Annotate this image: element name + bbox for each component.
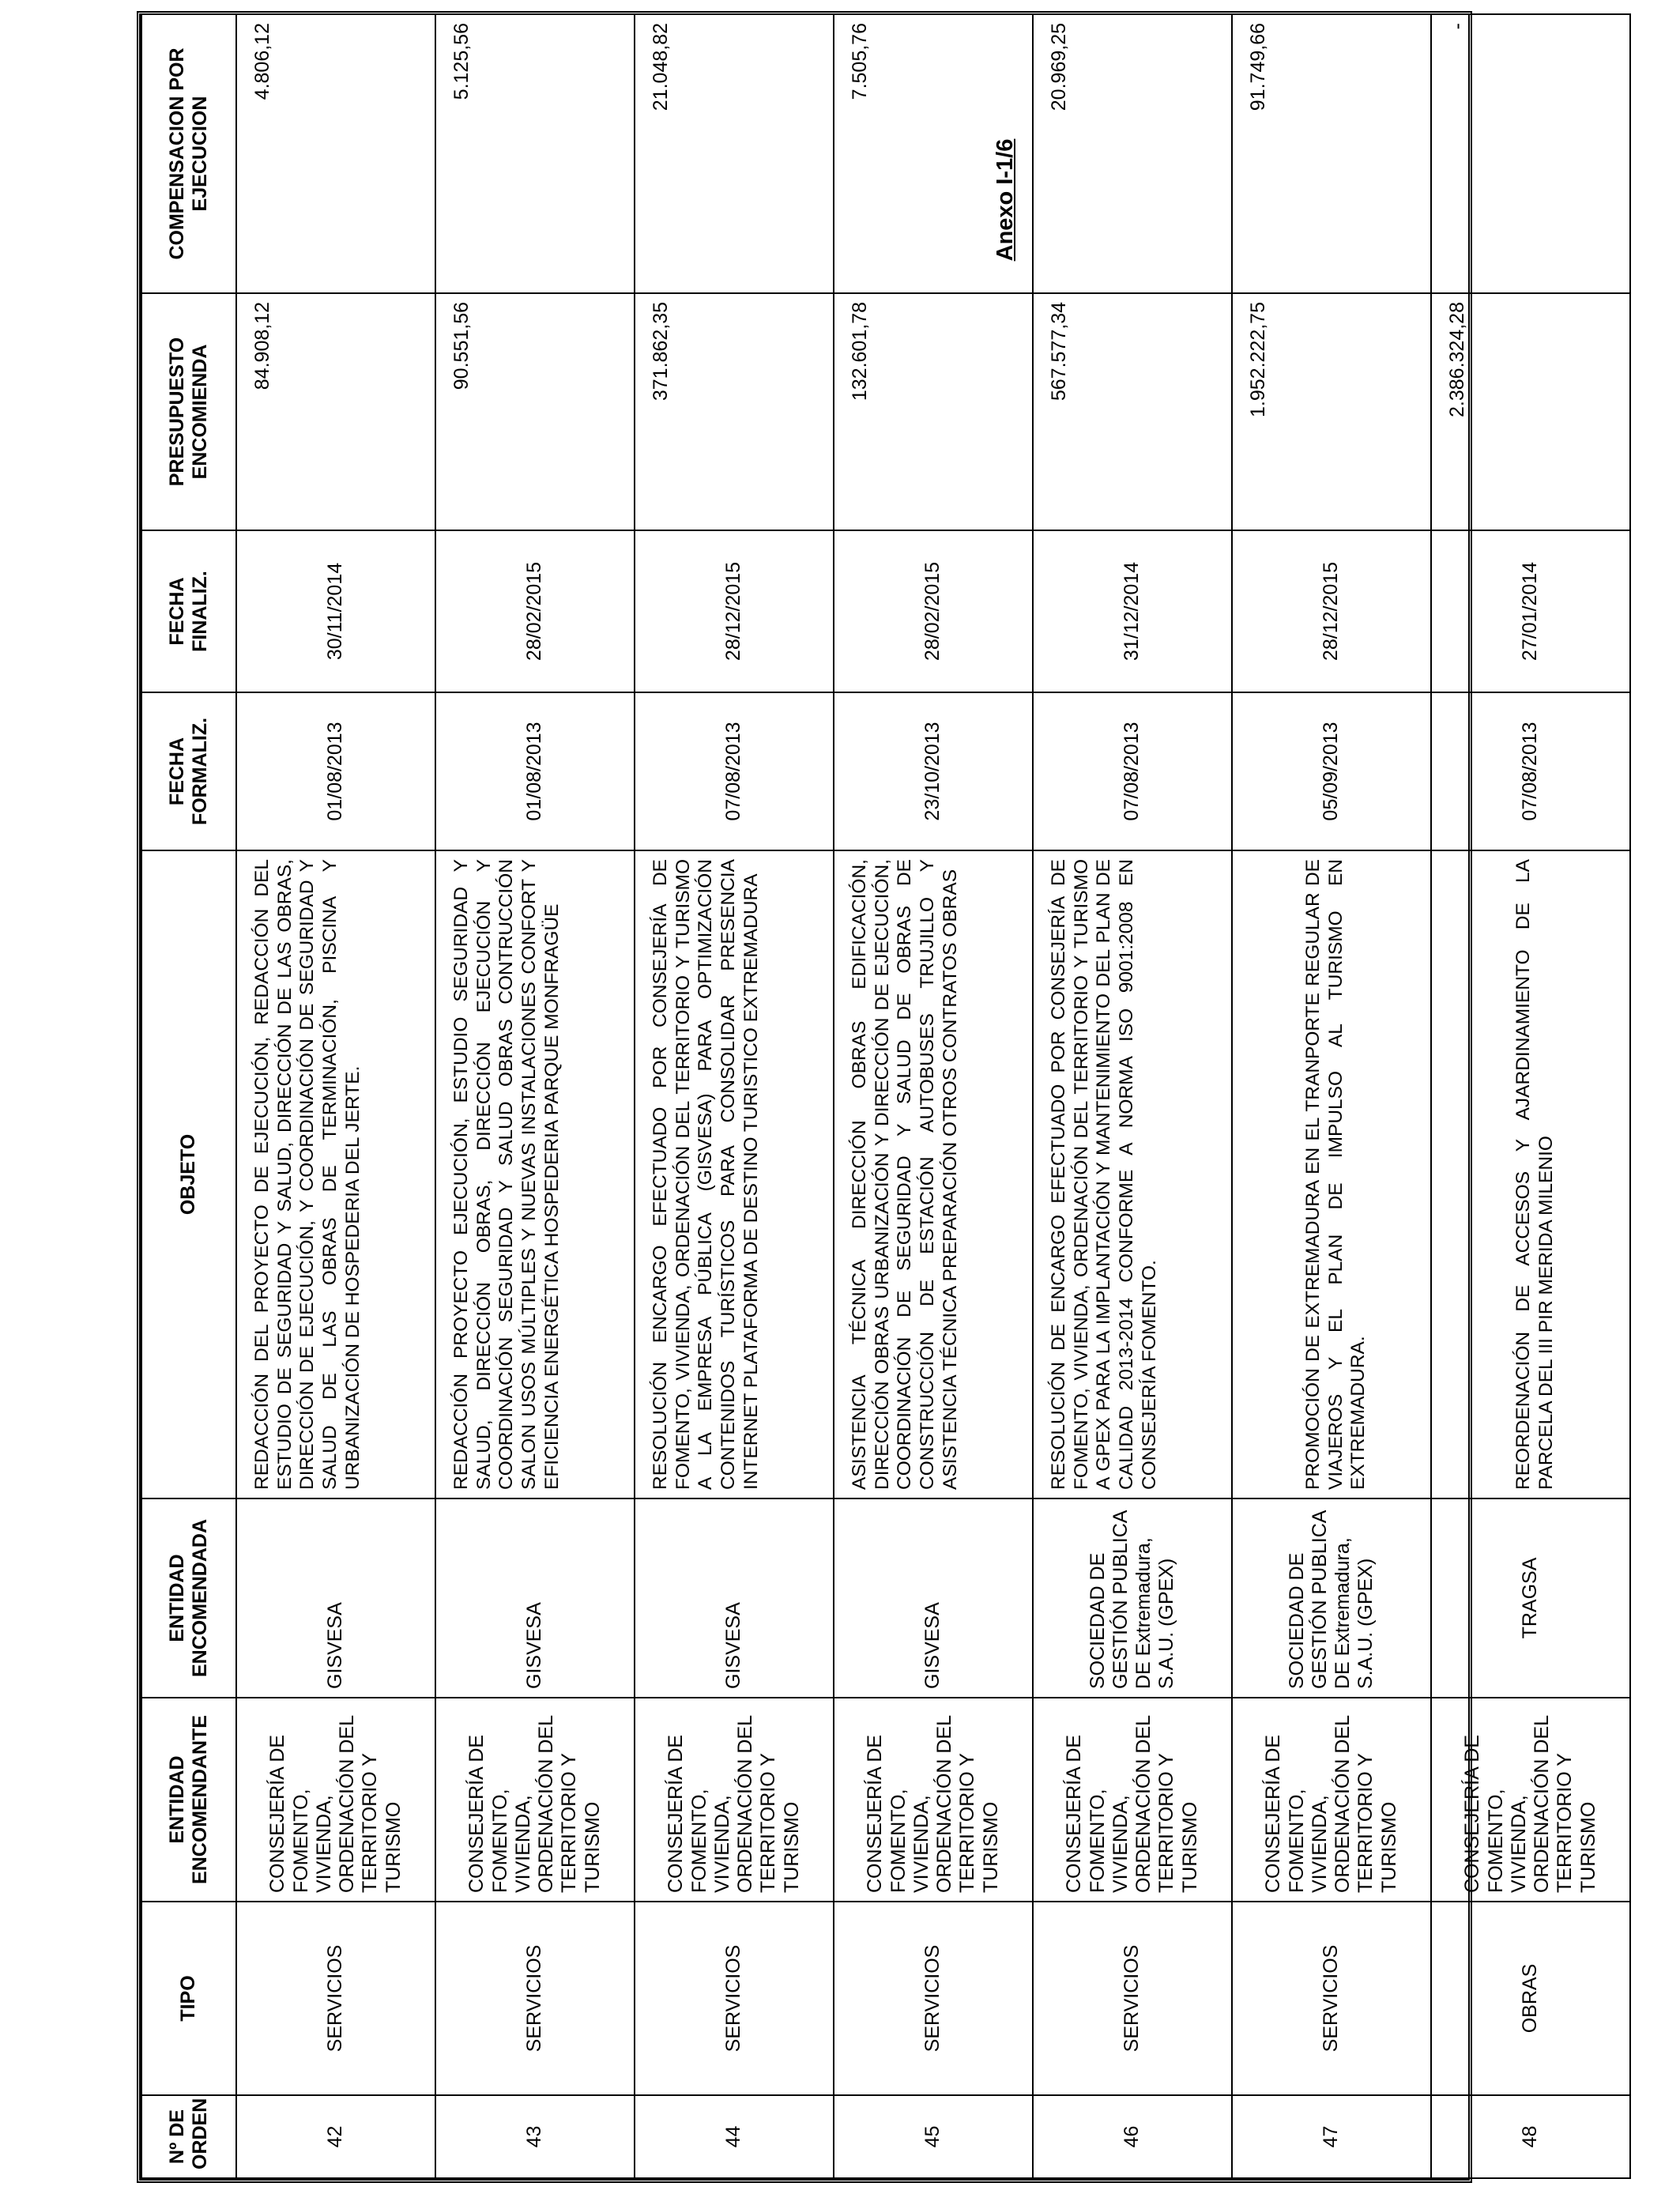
cell-compensacion: 21.048,82 [635, 14, 834, 293]
cell-compensacion: - [1431, 14, 1630, 293]
cell-formaliz: 07/08/2013 [635, 692, 834, 850]
cell-tipo: OBRAS [1431, 1902, 1630, 2095]
header-presupuesto: PRESUPUESTO ENCOMIENDA [141, 293, 236, 530]
cell-finaliz: 28/02/2015 [834, 530, 1033, 692]
cell-finaliz: 27/01/2014 [1431, 530, 1630, 692]
cell-tipo: SERVICIOS [1232, 1902, 1431, 2095]
cell-encomendada: SOCIEDAD DE GESTIÓN PUBLICA DE Extremadura, S.A.U. (GPEX) [1232, 1498, 1431, 1698]
cell-orden: 47 [1232, 2095, 1431, 2178]
table-row [1232, 14, 1431, 2178]
cell-finaliz: 28/12/2015 [1232, 530, 1431, 692]
cell-formaliz: 01/08/2013 [435, 692, 635, 850]
cell-tipo: SERVICIOS [635, 1902, 834, 2095]
cell-orden: 42 [236, 2095, 435, 2178]
table-row [435, 14, 635, 2178]
cell-encomendante: CONSEJERÍA DE FOMENTO, VIVIENDA, ORDENACIÓN DEL TERRITORIO Y TURISMO [635, 1698, 834, 1902]
cell-orden: 43 [435, 2095, 635, 2178]
cell-objeto: ASISTENCIA TÉCNICA DIRECCIÓN OBRAS EDIFICACIÓN, DIRECCIÓN OBRAS URBANIZACIÓN Y DIRECCIÓN DE EJECUCIÓN, COORDINACIÓN DE SEGURIDAD Y SALUD DE OBRAS DE CONSTRUCCIÓN DE ESTACIÓN AUTOBUSES TRUJILLO Y ASISTENCIA TÉCNICA PREPARACIÓN OTROS CONTRATOS OBRAS [834, 850, 1033, 1498]
header-encomendante: ENTIDAD ENCOMENDANTE [141, 1698, 236, 1902]
cell-orden: 46 [1033, 2095, 1232, 2178]
header-tipo: TIPO [141, 1902, 236, 2095]
cell-encomendante: CONSEJERÍA DE FOMENTO, VIVIENDA, ORDENACIÓN DEL TERRITORIO Y TURISMO [834, 1698, 1033, 1902]
cell-orden: 48 [1431, 2095, 1630, 2178]
cell-orden: 44 [635, 2095, 834, 2178]
cell-encomendada: GISVESA [635, 1498, 834, 1698]
cell-presupuesto: 1.952.222,75 [1232, 293, 1431, 530]
cell-encomendada: GISVESA [834, 1498, 1033, 1698]
table-row [1033, 14, 1232, 2178]
annex-label: Anexo I-1/6 [993, 138, 1018, 262]
cell-presupuesto: 567.577,34 [1033, 293, 1232, 530]
cell-finaliz: 30/11/2014 [236, 530, 435, 692]
cell-finaliz: 28/02/2015 [435, 530, 635, 692]
cell-encomendante: CONSEJERÍA DE FOMENTO, VIVIENDA, ORDENACIÓN DEL TERRITORIO Y TURISMO [435, 1698, 635, 1902]
cell-compensacion: 7.505,76 [834, 14, 1033, 293]
table-row [834, 14, 1033, 2178]
cell-presupuesto: 84.908,12 [236, 293, 435, 530]
cell-objeto: RESOLUCIÓN ENCARGO EFECTUADO POR CONSEJERÍA DE FOMENTO, VIVIENDA, ORDENACIÓN DEL TERRITORIO Y TURISMO A LA EMPRESA PÚBLICA (GISVESA) PARA OPTIMIZACIÓN CONTENIDOS TURÍSTICOS PARA CONSOLIDAR PRESENCIA INTERNET PLATAFORMA DE DESTINO TURISTICO EXTREMADURA [635, 850, 834, 1498]
cell-compensacion: 5.125,56 [435, 14, 635, 293]
table-row [236, 14, 435, 2178]
header-formaliz: FECHA FORMALIZ. [141, 692, 236, 850]
cell-objeto: REDACCIÓN DEL PROYECTO DE EJECUCIÓN, REDACCIÓN DEL ESTUDIO DE SEGURIDAD Y SALUD, DIRECCIÓN DE LAS OBRAS, DIRECCIÓN DE EJECUCIÓN, Y COORDINACIÓN DE SEGURIDAD Y SALUD DE LAS OBRAS DE TERMINACIÓN, PISCINA Y URBANIZACIÓN DE HOSPEDERIA DEL JERTE. [236, 850, 435, 1498]
cell-encomendante: CONSEJERÍA DE FOMENTO, VIVIENDA, ORDENACIÓN DEL TERRITORIO Y TURISMO [236, 1698, 435, 1902]
cell-encomendante: CONSEJERÍA DE FOMENTO, VIVIENDA, ORDENACIÓN DEL TERRITORIO Y TURISMO [1232, 1698, 1431, 1902]
cell-objeto: REDACCIÓN PROYECTO EJECUCIÓN, ESTUDIO SEGURIDAD Y SALUD, DIRECCIÓN OBRAS, DIRECCIÓN EJECUCIÓN Y COORDINACIÓN SEGURIDAD Y SALUD OBRAS CONTRUCCIÓN SALON USOS MÚLTIPLES Y NUEVAS INSTALACIONES CONFORT Y EFICIENCIA ENERGÉTICA HOSPEDERIA PARQUE MONFRAGÜE [435, 850, 635, 1498]
cell-formaliz: 01/08/2013 [236, 692, 435, 850]
cell-finaliz: 31/12/2014 [1033, 530, 1232, 692]
cell-formaliz: 07/08/2013 [1431, 692, 1630, 850]
cell-compensacion: 20.969,25 [1033, 14, 1232, 293]
cell-tipo: SERVICIOS [1033, 1902, 1232, 2095]
cell-encomendante: CONSEJERÍA DE FOMENTO, VIVIENDA, ORDENACIÓN DEL TERRITORIO Y TURISMO [1431, 1698, 1630, 1902]
table-row [635, 14, 834, 2178]
commission-table [137, 11, 1599, 2183]
cell-tipo: SERVICIOS [435, 1902, 635, 2095]
header-objeto: OBJETO [141, 850, 236, 1498]
cell-finaliz: 28/12/2015 [635, 530, 834, 692]
table-row [1431, 14, 1630, 2178]
cell-objeto: PROMOCIÓN DE EXTREMADURA EN EL TRANPORTE REGULAR DE VIAJEROS Y EL PLAN DE IMPULSO AL TURISMO EN EXTREMADURA. [1232, 850, 1431, 1498]
cell-objeto: REORDENACIÓN DE ACCESOS Y AJARDINAMIENTO DE LA PARCELA DEL III PIR MERIDA MILENIO [1431, 850, 1630, 1498]
cell-orden: 45 [834, 2095, 1033, 2178]
table-frame [137, 11, 1599, 2183]
cell-compensacion: 91.749,66 [1232, 14, 1431, 293]
cell-encomendada: GISVESA [236, 1498, 435, 1698]
cell-presupuesto: 90.551,56 [435, 293, 635, 530]
cell-encomendada: SOCIEDAD DE GESTIÓN PUBLICA DE Extremadura, S.A.U. (GPEX) [1033, 1498, 1232, 1698]
cell-presupuesto: 371.862,35 [635, 293, 834, 530]
cell-compensacion: 4.806,12 [236, 14, 435, 293]
cell-presupuesto: 2.386.324,28 [1431, 293, 1630, 530]
cell-encomendada: GISVESA [435, 1498, 635, 1698]
header-finaliz: FECHA FINALIZ. [141, 530, 236, 692]
cell-encomendada: TRAGSA [1431, 1498, 1630, 1698]
cell-formaliz: 05/09/2013 [1232, 692, 1431, 850]
header-row [141, 14, 236, 2178]
cell-formaliz: 07/08/2013 [1033, 692, 1232, 850]
header-orden: Nº DE ORDEN [141, 2095, 236, 2178]
cell-tipo: SERVICIOS [236, 1902, 435, 2095]
cell-encomendante: CONSEJERÍA DE FOMENTO, VIVIENDA, ORDENACIÓN DEL TERRITORIO Y TURISMO [1033, 1698, 1232, 1902]
header-compensacion: COMPENSACION POR EJECUCION [141, 14, 236, 293]
cell-formaliz: 23/10/2013 [834, 692, 1033, 850]
cell-objeto: RESOLUCIÓN DE ENCARGO EFECTUADO POR CONSEJERÍA DE FOMENTO, VIVIENDA, ORDENACIÓN DEL TERRITORIO Y TURISMO A GPEX PARA LA IMPLANTACIÓN Y MANTENIMIENTO DEL PLAN DE CALIDAD 2013-2014 CONFORME A NORMA ISO 9001:2008 EN CONSEJERÍA FOMENTO. [1033, 850, 1232, 1498]
cell-tipo: SERVICIOS [834, 1902, 1033, 2095]
header-encomendada: ENTIDAD ENCOMENDADA [141, 1498, 236, 1698]
cell-presupuesto: 132.601,78 [834, 293, 1033, 530]
